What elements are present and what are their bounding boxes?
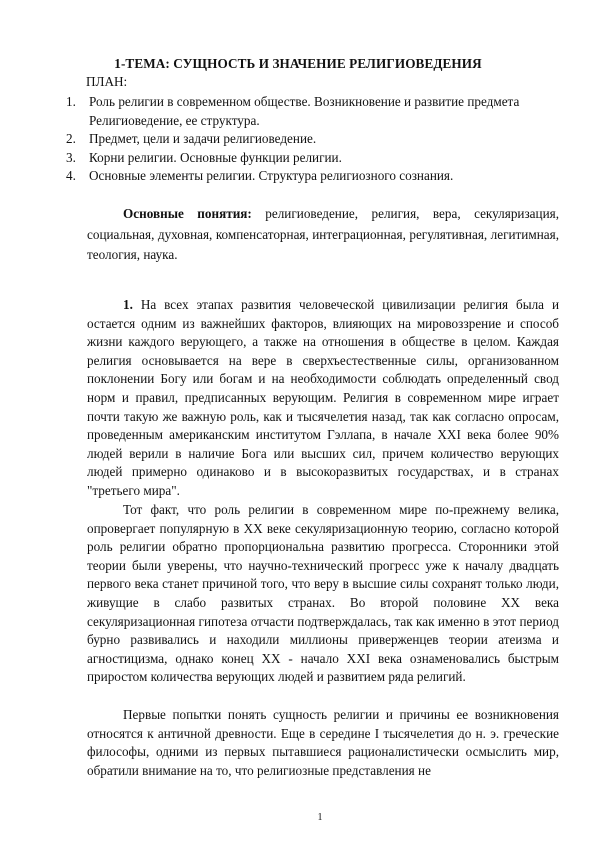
body-paragraph-3: Первые попытки понять сущность религии и причины ее возникновения относятся к античной древности. Еще в середине I тысячелетия до н. э. греческие философы, одними из первых пытавшиеся рационалистически осмыслить мир, обратили внимание на то, что религиозные представления не <box>87 707 559 778</box>
plan-label: ПЛАН: <box>86 74 128 89</box>
plan-item-text: Роль религии в современном обществе. Возникновение и развитие предмета Религиоведение, ее структура. <box>89 94 520 128</box>
plan-item-number: 1. <box>66 94 76 109</box>
plan-list <box>66 93 536 186</box>
plan-item <box>66 149 536 168</box>
key-concepts-text: религиоведение, религия, вера, секуляризация, социальная, духовная, компенсаторная, интеграционная, регулятивная, легитимная, теология, наука. <box>87 206 560 262</box>
page-title: 1-ТЕМА: СУЩНОСТЬ И ЗНАЧЕНИЕ РЕЛИГИОВЕДЕНИЯ <box>114 56 482 71</box>
page-number: 1 <box>317 812 323 823</box>
plan-item <box>66 93 536 130</box>
plan-item-text: Корни религии. Основные функции религии. <box>89 149 342 165</box>
paragraph-text: На всех этапах развития человеческой цивилизации религия была и остается одним из важнейших факторов, влияющих на мировоззрение и способ жизни каждого верующего, а также на отношения в обществе в целом. Каждая религия основывается на вере в сверхъестественные силы, организованном поклонении Богу или богам и на необходимости соблюдать определенный свод норм и правил, предписанных верующим. Религия в современном мире играет почти такую же важную роль, как и тысячелетия назад, так как согласно опросам, проведенным американским институтом Гэллапа, в начале XXI века более 90% людей верили в наличие Бога или высших сил, причем количество верующих людей примерно одинаково и в высокоразвитых государствах, и в странах "третьего мира". <box>87 297 559 498</box>
plan-item-number: 2. <box>66 131 76 147</box>
plan-item <box>66 167 536 186</box>
key-concepts-paragraph <box>87 204 559 266</box>
plan-item-number: 3. <box>66 149 76 165</box>
plan-item-text: Предмет, цели и задачи религиоведение. <box>89 131 317 147</box>
plan-item <box>66 130 536 149</box>
key-concepts-label: Основные понятия: <box>123 206 252 221</box>
body-paragraph-2: Тот факт, что роль религии в современном мире по-прежнему велика, опровергает популярную в XX веке секуляризационную теорию, согласно которой роль религии обратно пропорциональна развитию прогресса. Сторонники этой теории были уверены, что научно-технический прогресс уже к началу двадцать первого века станет причиной того, что веру в высшие силы сохранят только люди, живущие в слабо развитых странах. Во второй половине XX века секуляризационная гипотеза отчасти подтверждалась, так как именно в этот период бурно развивались и находили миллионы приверженцев теории атеизма и агностицизма, однако конец XX - начало XXI века ознаменовались быстрым приростом количества верующих людей и развитием ряда религий. <box>87 502 559 685</box>
body-paragraph-1 <box>87 296 559 501</box>
plan-item-text: Основные элементы религии. Структура религиозного сознания. <box>89 168 454 184</box>
paragraph-number: 1. <box>123 297 133 312</box>
plan-item-number: 4. <box>66 168 76 184</box>
